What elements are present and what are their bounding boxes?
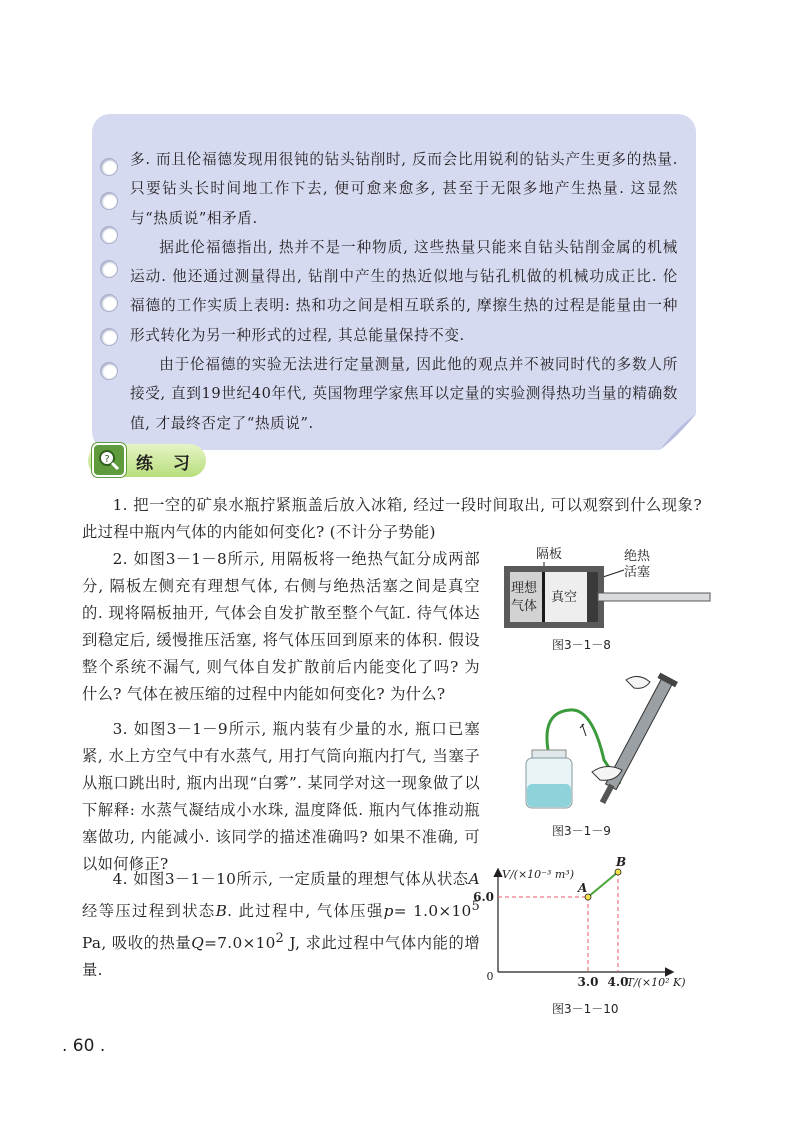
label-piston-line1: 绝热	[624, 549, 651, 564]
point-b	[615, 869, 621, 875]
process-line-ab	[588, 872, 618, 897]
partition	[542, 572, 545, 622]
binder-ring	[100, 294, 118, 312]
label-piston-line2: 活塞	[624, 565, 651, 580]
q4-state-b: B	[215, 902, 228, 921]
question-1: 1. 把一空的矿泉水瓶拧紧瓶盖后放入冰箱, 经过一段时间取出, 可以观察到什么现象? 此过程中瓶内气体的内能如何变化? (不计分子势能)	[82, 496, 702, 541]
binder-ring	[100, 226, 118, 244]
question-2: 2. 如图3－1－8所示, 用隔板将一绝热气缸分成两部分, 隔板左侧充有理想气体, 右侧与绝热活塞之间是真空的. 现将隔板抽开, 气体会自发扩散至整个气缸. 待气体达到稳定后, 缓慢推压活塞, 将气体压回到原来的体积. 假设整个系统不漏气, 则气体自发扩散前后内能变化了吗? 为什么? 气体在被压缩的过程中内能如何变化? 为什么?	[82, 550, 480, 703]
figure-vt-graph	[473, 855, 710, 996]
label-partition: 隔板	[536, 547, 563, 562]
q4-symbol-p: p	[383, 902, 394, 921]
origin-label: 0	[486, 970, 494, 983]
reading-paragraph-2: 据此伦福德指出, 热并不是一种物质, 这些热量只能来自钻头钻削金属的机械运动. 他还通过测量得出, 钻削中产生的热近似地与钻孔机做的机械功成正比. 伦福德的工作实质上表明: 热和功之间是相互联系的, 摩擦生热的过程是能量由一种形式转化为另一种形式的过程, 其总能量保持不变.	[130, 238, 678, 344]
y-axis-label: V/(×10⁻³ m³)	[502, 868, 574, 881]
binder-ring	[100, 362, 118, 380]
caption-fig-3-1-8: 图3－1－8	[552, 638, 611, 652]
reading-text	[130, 145, 678, 438]
water	[527, 784, 571, 807]
y-tick-label: 6.0	[473, 890, 494, 904]
q4-text-d: = 1.0×10	[393, 902, 472, 921]
magnifier-icon	[92, 443, 126, 477]
q4-text-b: 经等压过程到状态	[82, 902, 216, 921]
q4-symbol-q: Q	[191, 934, 205, 953]
q4-text-e: Pa, 吸收的热量	[82, 934, 192, 953]
reading-paragraph-3: 由于伦福德的实验无法进行定量测量, 因此他的观点并不被同时代的多数人所接受, 直到19世纪40年代, 英国物理学家焦耳以定量的实验测得热功当量的精确数值, 才最终否定了“热质说”.	[130, 356, 678, 432]
practice-title: 练 习	[136, 454, 197, 474]
ideal-gas-region	[510, 572, 542, 622]
x-tick-label-b: 4.0	[607, 975, 629, 989]
label-ideal-line1: 理想	[511, 581, 538, 596]
bottle-stopper	[532, 750, 566, 758]
arrow-icon	[580, 724, 586, 736]
label-ideal-line2: 气体	[511, 599, 538, 614]
q4-text-g: J, 求此过程中气体内能的增量.	[82, 934, 480, 980]
reading-paragraph-1: 多. 而且伦福德发现用很钝的钻头钻削时, 反而会比用锐利的钻头产生更多的热量. 只要钻头长时间地工作下去, 便可愈来愈多, 甚至于无限多地产生热量. 这显然与“热质说”相矛盾.	[130, 151, 678, 227]
hand-top-icon	[626, 676, 650, 688]
q4-state-a: A	[468, 870, 480, 888]
piston	[587, 572, 598, 622]
svg-text:?: ?	[104, 454, 110, 465]
page-number: . 60 .	[62, 1036, 106, 1056]
figure-cylinder	[496, 542, 716, 632]
point-a-label: A	[578, 881, 588, 895]
q4-text-a: 4. 如图3－1－10所示, 一定质量的理想气体从状态	[112, 870, 469, 888]
caption-fig-3-1-9: 图3－1－9	[552, 824, 611, 838]
point-b-label: B	[616, 855, 627, 869]
question-3: 3. 如图3－1－9所示, 瓶内装有少量的水, 瓶口已塞紧, 水上方空气中有水蒸气, 用打气筒向瓶内打气, 当塞子从瓶口跳出时, 瓶内出现“白雾”. 某同学对这一现象做了以下解释: 水蒸气凝结成小水珠, 温度降低. 瓶内气体推动瓶塞做功, 内能减小. 该同学的描述准确吗? 如果不准确, 可以如何修正?	[82, 720, 480, 873]
air-pump	[594, 673, 678, 808]
q4-text-c: . 此过程中, 气体压强	[227, 902, 384, 921]
piston-rod	[598, 593, 710, 601]
x-axis-label: T/(×10² K)	[626, 976, 686, 989]
question-4	[82, 866, 480, 984]
x-tick-label-a: 3.0	[577, 975, 599, 989]
q4-exponent-2: 2	[275, 931, 285, 947]
figure-bottle-pump	[520, 672, 700, 812]
binder-ring	[100, 158, 118, 176]
binder-ring	[100, 328, 118, 346]
binder-ring	[100, 260, 118, 278]
q4-text-f: =7.0×10	[204, 934, 276, 953]
caption-fig-3-1-10: 图3－1－10	[552, 1002, 619, 1016]
q4-exponent-1: 5	[471, 899, 480, 914]
label-vacuum: 真空	[551, 590, 578, 605]
binder-ring	[100, 192, 118, 210]
